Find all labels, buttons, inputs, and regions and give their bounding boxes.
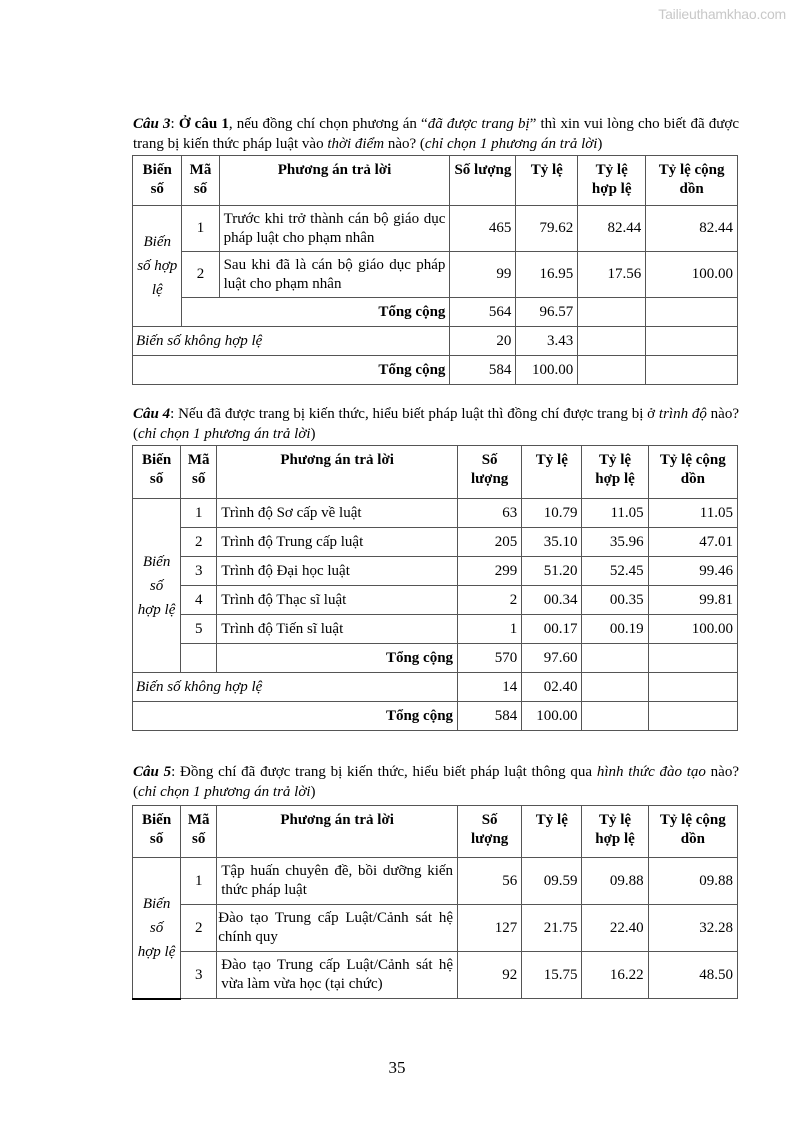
header-ma-so: Mã số bbox=[182, 156, 219, 206]
question-3-text: Câu 3: Ở câu 1, nếu đồng chí chọn phương án “đã được trang bị” thì xin vui lòng cho biết đã được trang bị kiến thức pháp luật vào thời điểm nào? (chỉ chọn 1 phương án trả lời) bbox=[133, 116, 739, 152]
table-header-row: Biến số Mã số Phương án trả lời Số lượng Tỷ lệ Tỷ lệ hợp lệ Tỷ lệ cộng dồn bbox=[133, 446, 738, 499]
table-row: Biến số hợp lệ 1 Tập huấn chuyên đề, bồi dưỡng kiến thức pháp luật 56 09.59 09.88 09.88 bbox=[133, 858, 738, 905]
invalid-row: Biến số không hợp lệ 20 3.43 bbox=[133, 327, 738, 356]
group-label: Biến số hợp lệ bbox=[133, 499, 181, 673]
table-row: Biến số hợp lệ 1 Trình độ Sơ cấp về luật 63 10.79 11.05 11.05 bbox=[133, 499, 738, 528]
total-row: Tổng cộng 584 100.00 bbox=[133, 702, 738, 731]
header-so-luong: Số lượng bbox=[450, 156, 516, 206]
table-header-row bbox=[133, 156, 738, 206]
page-number: 35 bbox=[388, 1058, 406, 1077]
header-bien-so: Biến số bbox=[133, 156, 182, 206]
table-row: 3 Trình độ Đại học luật 299 51.20 52.45 99.46 bbox=[133, 557, 738, 586]
group-label: Biến số hợp lệ bbox=[133, 858, 181, 999]
table-row: 2 Đào tạo Trung cấp Luật/Cảnh sát hệ chính quy 127 21.75 22.40 32.28 bbox=[133, 905, 738, 952]
header-phuong-an: Phương án trả lời bbox=[219, 156, 450, 206]
question-5-label: Câu 5 bbox=[133, 764, 172, 780]
table-row: 4 Trình độ Thạc sĩ luật 2 00.34 00.35 99.81 bbox=[133, 586, 738, 615]
question-4-label: Câu 4 bbox=[133, 406, 171, 422]
table-row: Biến số hợp lệ 1 Trước khi trở thành cán bộ giáo dục pháp luật cho phạm nhân 465 79.62 82.44 82.44 bbox=[133, 206, 738, 252]
question-3-label: Câu 3 bbox=[133, 116, 171, 132]
table-row: 5 Trình độ Tiến sĩ luật 1 00.17 00.19 100.00 bbox=[133, 615, 738, 644]
table-header-row: Biến số Mã số Phương án trả lời Số lượng Tỷ lệ Tỷ lệ hợp lệ Tỷ lệ cộng dồn bbox=[133, 806, 738, 858]
table-row: 2 Sau khi đã là cán bộ giáo dục pháp luật cho phạm nhân 99 16.95 17.56 100.00 bbox=[133, 252, 738, 298]
subtotal-row: Tổng cộng 570 97.60 bbox=[133, 644, 738, 673]
table-row: 3 Đào tạo Trung cấp Luật/Cảnh sát hệ vừa làm vừa học (tại chức) 92 15.75 16.22 48.50 bbox=[133, 952, 738, 999]
watermark: Tailieuthamkhao.com bbox=[658, 6, 786, 22]
question-4-text: Câu 4: Nếu đã được trang bị kiến thức, hiểu biết pháp luật thì đồng chí được trang bị ở trình độ nào? (chỉ chọn 1 phương án trả lời) bbox=[133, 406, 739, 442]
total-row: Tổng cộng 584 100.00 bbox=[133, 356, 738, 385]
invalid-row: Biến số không hợp lệ 14 02.40 bbox=[133, 673, 738, 702]
question-3-table bbox=[132, 155, 738, 385]
group-label: Biến số hợp lệ bbox=[133, 206, 182, 327]
question-5-text: Câu 5: Đồng chí đã được trang bị kiến thức, hiểu biết pháp luật thông qua hình thức đào tạo nào? (chỉ chọn 1 phương án trả lời) bbox=[133, 764, 740, 800]
header-ty-le-hop-le: Tỷ lệ hợp lệ bbox=[578, 156, 646, 206]
question-5-table bbox=[132, 805, 738, 1000]
header-ty-le: Tỷ lệ bbox=[516, 156, 578, 206]
subtotal-row: Tổng cộng 564 96.57 bbox=[133, 298, 738, 327]
question-4-table bbox=[132, 445, 738, 731]
table-row: 2 Trình độ Trung cấp luật 205 35.10 35.96 47.01 bbox=[133, 528, 738, 557]
header-ty-le-cong-don: Tỷ lệ cộng dồn bbox=[646, 156, 738, 206]
